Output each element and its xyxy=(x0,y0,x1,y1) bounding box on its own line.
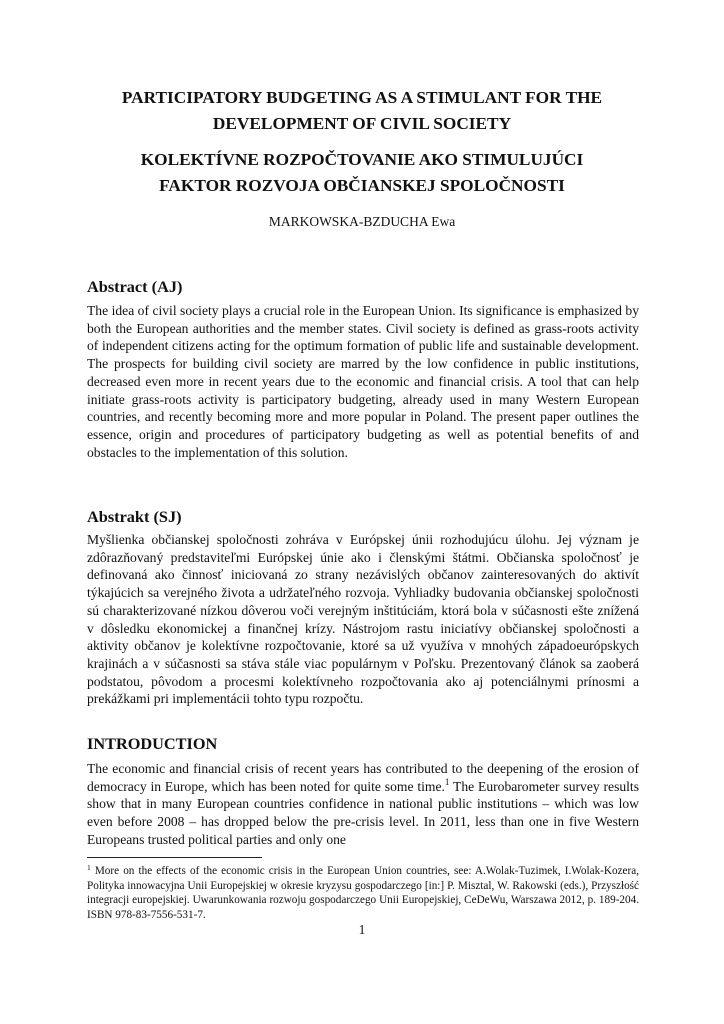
footnote-separator xyxy=(87,857,262,858)
page-number: 1 xyxy=(358,922,366,937)
introduction-text-part-1: The economic and financial crisis of recent years has contributed to the deepening of the erosion of democracy in Europe, which has been noted for quite some time. xyxy=(87,761,639,794)
footnote-reference[interactable]: 1 xyxy=(444,776,450,787)
title-slovak-line-1: KOLEKTÍVNE ROZPOČTOVANIE AKO STIMULUJÚCI xyxy=(140,150,584,169)
title-english-line-1: PARTICIPATORY BUDGETING AS A STIMULANT FOR THE xyxy=(121,88,603,107)
introduction-heading: INTRODUCTION xyxy=(87,734,218,753)
abstract-sk-text: Myšlienka občianskej spoločnosti zohráva v Európskej únii rozhodujúcu úlohu. Jej význam je zdôrazňovaný predstaviteľmi Európskej únie ako i členskými štátmi. Občianska spoločnosť je definovaná ako činnosť iniciovaná zo strany nezávislých občanov zainteresovaných do aktivít týkajúcich sa verejného života a udržateľného rozvoja. Vyhliadky budovania občianskej spoločnosti sú charakterizované nízkou dôverou voči verejným inštitúciám, ktorá bola v súčasnosti ešte znížená v dôsledku ekonomickej a finančnej krízy. Nástrojom rastu iniciatívy občianskej spoločnosti a aktivity občanov je kolektívne rozpočtovanie, ktoré sa už využíva v mnohých západoeurópskych krajinách a v súčasnosti sa stáva stále viac populárnym v Poľsku. Prezentovaný článok sa zaoberá podstatou, pôvodom a procesmi kolektívneho rozpočtovania ako aj potenciálnymi prínosmi a prekážkami pri implementácii tohto typu rozpočtu. xyxy=(87,532,639,707)
abstract-sk-heading: Abstrakt (SJ) xyxy=(87,507,182,526)
introduction-text-part-2: The Eurobarometer survey results show that in many European countries confidence in national public institutions – which was low even before 2008 – has dropped below the pre-crisis level. In 2011, less than one in five Western Europeans trusted political parties and only one xyxy=(87,778,639,847)
title-english xyxy=(70,85,654,137)
abstract-en-heading: Abstract (AJ) xyxy=(87,277,183,296)
abstract-en-text: The idea of civil society plays a crucial role in the European Union. Its significance is emphasized by both the European authorities and the member states. Civil society is defined as grass-roots activity of independent citizens acting for the optimum formation of public life and sustainable development. The prospects for building civil society are marred by the low confidence in public institutions, decreased even more in recent years due to the economic and financial crisis. A tool that can help initiate grass-roots activity is participatory budgeting, already used in many Western European countries, and recently becoming more and more popular in Poland. The present paper outlines the essence, origin and procedures of participatory budgeting as well as potential benefits of and obstacles to the implementation of this solution. xyxy=(87,303,639,460)
title-english-line-2: DEVELOPMENT OF CIVIL SOCIETY xyxy=(212,114,512,133)
title-slovak xyxy=(70,147,654,199)
introduction-text xyxy=(87,760,639,849)
author-name: MARKOWSKA-BZDUCHA Ewa xyxy=(268,214,456,229)
footnote-text: More on the effects of the economic crisis in the European Union countries, see: A.Wolak-Tuzimek, I.Wolak-Kozera, Polityka innowacyjna Unii Europejskiej w okresie kryzysu gospodarczego [in:] P. Misztal, W. Rakowski (eds.), Przyszłość integracji europejskiej. Uwarunkowania rozwoju gospodarczego Unii Europejskiej, CeDeWu, Warszawa 2012, p. 189-204. ISBN 978-83-7556-531-7. xyxy=(87,865,639,921)
footnote-number: 1 xyxy=(87,863,91,872)
footnote xyxy=(87,864,639,922)
title-slovak-line-2: FAKTOR ROZVOJA OBČIANSKEJ SPOLOČNOSTI xyxy=(159,176,565,195)
